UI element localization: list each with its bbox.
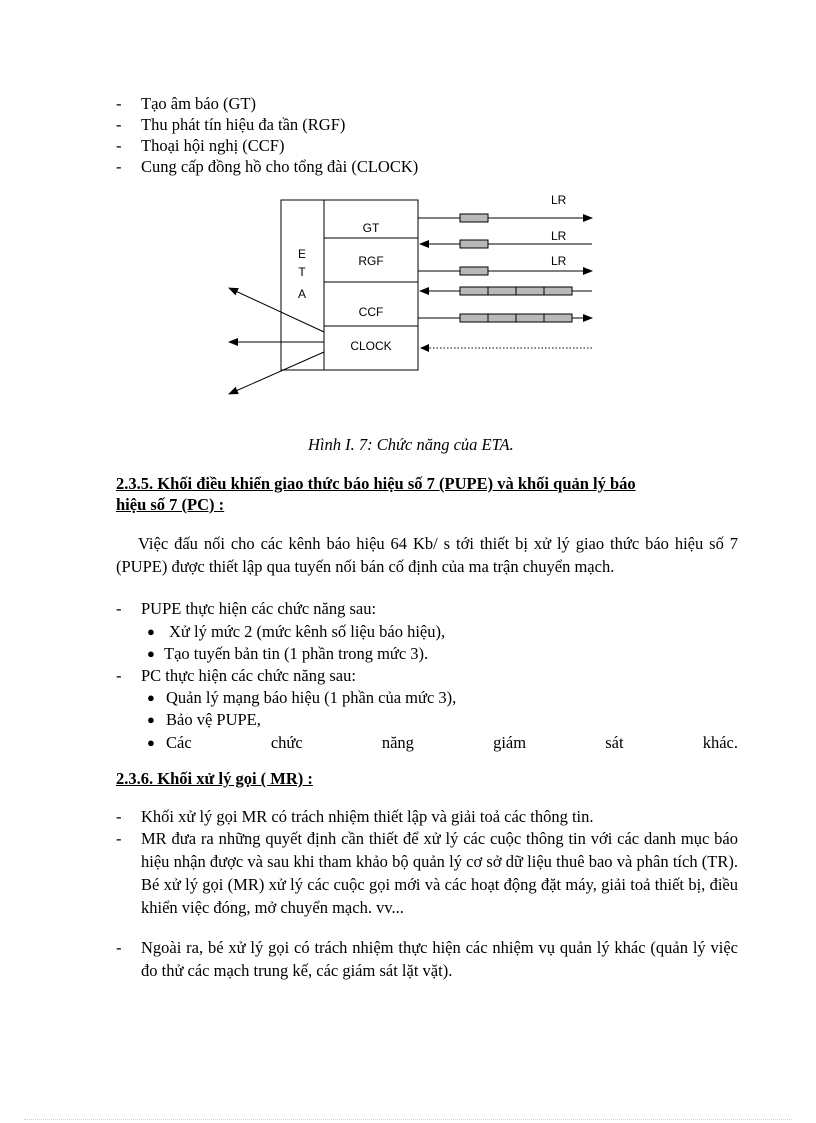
list-item-gt: Tạo âm báo (GT) xyxy=(141,94,256,113)
section-235-heading-line1: 2.3.5. Khối điều khiển giao thức báo hiệu số 7 (PUPE) và khối quản lý báo xyxy=(116,474,636,493)
section-235-heading-line2: hiệu số 7 (PC) : xyxy=(116,495,225,514)
rgf-output-line xyxy=(418,267,592,275)
mr-item-3: Ngoài ra, bé xử lý gọi có trách nhiệm thực hiện các nhiệm vụ quản lý khác (quản lý việc đo thử các mạch trung kế, các giám sát lặt vặt). xyxy=(141,938,738,980)
ccf-output-line xyxy=(418,314,592,322)
block-gt-label: GT xyxy=(362,221,380,235)
list-dash: - xyxy=(116,829,122,848)
block-ccf-label: CCF xyxy=(358,305,384,319)
ccf-input-line xyxy=(420,287,592,295)
list-dash: - xyxy=(116,938,122,957)
list-item-rgf: Thu phát tín hiệu đa tần (RGF) xyxy=(141,115,346,134)
eta-diagram xyxy=(0,0,816,430)
list-dash: - xyxy=(116,157,122,176)
gt-output-line xyxy=(418,214,592,222)
list-item-ccf: Thoại hội nghị (CCF) xyxy=(141,136,285,155)
lr-label-2: LR xyxy=(551,229,567,243)
figure-caption: Hình I. 7: Chức năng của ETA. xyxy=(308,435,514,454)
lr-label-3: LR xyxy=(551,254,567,268)
pc-item-3: Các chức năng giám sát khác. xyxy=(166,733,738,752)
section-236-heading: 2.3.6. Khối xử lý gọi ( MR) : xyxy=(116,769,313,788)
eta-letter-t: T xyxy=(298,265,306,279)
list-dash: - xyxy=(116,599,122,618)
bullet: ● xyxy=(147,624,155,639)
mr-item-1: Khối xử lý gọi MR có trách nhiệm thiết lập và giải toả các thông tin. xyxy=(141,807,594,826)
pc-intro: PC thực hiện các chức năng sau: xyxy=(141,666,356,685)
bullet: ● xyxy=(147,735,155,750)
clock-input-line xyxy=(420,344,592,352)
eta-letter-a: A xyxy=(297,287,307,301)
page-bottom-rule xyxy=(24,1119,792,1120)
mr-item-2: MR đưa ra những quyết định cần thiết để xử lý các cuộc thông tin với các danh mục báo hiệu nhận được và sau khi tham khảo bộ quản lý cơ sở dữ liệu thuê bao và phân tích (TR). Bé xử lý gọi (MR) xử lý các cuộc gọi mới và các hoạt động đặt máy, giải toả thiết bị, điều khiển việc đóng, mở chuyển mạch. vv... xyxy=(141,829,738,917)
list-item-clock: Cung cấp đồng hồ cho tổng đài (CLOCK) xyxy=(141,157,419,176)
clock-output-arrow-down xyxy=(229,352,324,394)
list-dash: - xyxy=(116,136,122,155)
eta-letter-e: E xyxy=(297,247,307,261)
pc-item-2: Bảo vệ PUPE, xyxy=(166,710,261,729)
list-dash: - xyxy=(116,115,122,134)
pupe-intro: PUPE thực hiện các chức năng sau: xyxy=(141,599,377,618)
bullet: ● xyxy=(147,712,155,727)
pc-item-1: Quản lý mạng báo hiệu (1 phần của mức 3), xyxy=(166,688,457,707)
lr-label-1: LR xyxy=(551,193,567,207)
block-clock-label: CLOCK xyxy=(350,339,392,353)
pupe-item-2: Tạo tuyến bản tin (1 phần trong mức 3). xyxy=(164,644,429,663)
list-dash: - xyxy=(116,94,122,113)
pupe-item-1: Xử lý mức 2 (mức kênh số liệu báo hiệu), xyxy=(169,622,446,641)
section-235-paragraph: Việc đấu nối cho các kênh báo hiệu 64 Kb/ s tới thiết bị xử lý giao thức báo hiệu số 7 (PUPE) được thiết lập qua tuyến nối bán cố định của ma trận chuyển mạch. xyxy=(116,534,738,576)
list-dash: - xyxy=(116,666,122,685)
list-dash: - xyxy=(116,807,122,826)
block-rgf-label: RGF xyxy=(358,254,384,268)
bullet: ● xyxy=(147,646,155,661)
bullet: ● xyxy=(147,690,155,705)
